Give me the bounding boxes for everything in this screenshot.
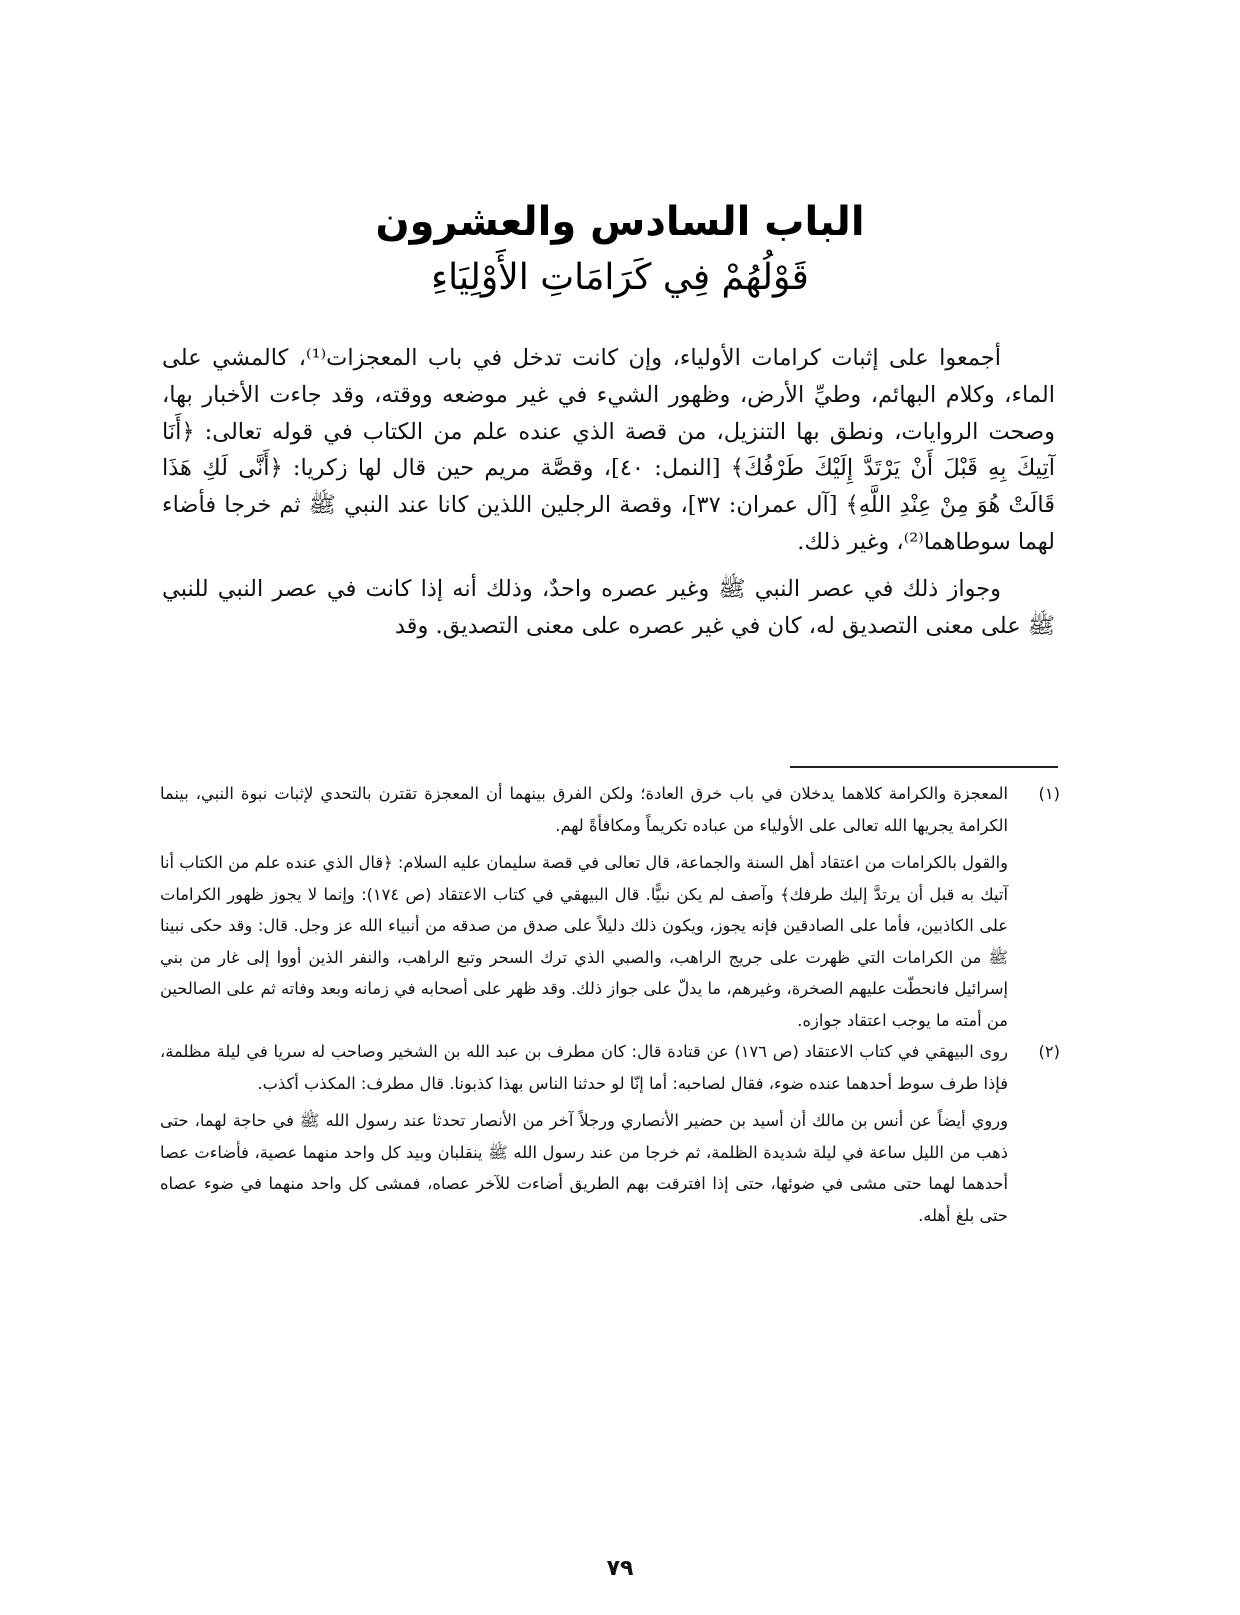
- footnote-paragraph: وروي أيضاً عن أنس بن مالك أن أسيد بن حضير الأنصاري ورجلاً آخر من الأنصار تحدثا عند رسول الله ﷺ في حاجة لهما، حتى ذهب من الليل ساعة في ليلة شديدة الظلمة، ثم خرجا من عند رسول الله ﷺ ينقلبان وبيد كل واحد منهما عصية، فأضاءت عصا أحدهما لهما حتى مشى في ضوئها، حتى إذا افترقت بهم الطريق أضاءت للآخر عصاه، فمشى كل واحد منهما في ضوء عصاه حتى بلغ أهله.: [160, 1111, 1008, 1225]
- footnote-text: روى البيهقي في كتاب الاعتقاد (ص ١٧٦) عن قتادة قال: كان مطرف بن عبد الله بن الشخير وصاحب له سريا في ليلة مظلمة، فإذا طرف سوط أحدهما عنده ضوء، فقال لصاحبه: أما إنّا لو حدثنا الناس بهذا كذبونا. قال مطرف: المكذب أكذب.: [160, 1042, 1008, 1093]
- chapter-subtitle: قَوْلُهُمْ فِي كَرَامَاتِ الأَوْلِيَاءِ: [431, 257, 809, 298]
- footnote-marker: (١): [1038, 784, 1060, 803]
- footnote-marker: (٢): [1038, 1042, 1060, 1061]
- body-paragraph: أجمعوا على إثبات كرامات الأولياء، وإن كانت تدخل في باب المعجزات⁽¹⁾، كالمشي على الماء، وكلام البهائم، وطيِّ الأرض، وظهور الشيء في غير موضعه ووقته، وقد جاءت الأخبار بها، وصحت الروايات، ونطق بها التنزيل، من قصة الذي عنده علم من الكتاب في قوله تعالى: ﴿أَنَا آتِيكَ بِهِ قَبْلَ أَنْ يَرْتَدَّ إِلَيْكَ طَرْفُكَ﴾ [النمل: ٤٠]، وقصَّة مريم حين قال لها زكريا: ﴿أَنَّى لَكِ هَذَا قَالَتْ هُوَ مِنْ عِنْدِ اللَّهِ﴾ [آل عمران: ٣٧]، وقصة الرجلين اللذين كانا عند النبي ﷺ ثم خرجا فأضاء لهما سوطاهما⁽²⁾، وغير ذلك.: [162, 345, 1056, 555]
- footnote-paragraph: والقول بالكرامات من اعتقاد أهل السنة والجماعة، قال تعالى في قصة سليمان عليه السلام: ﴿قال الذي عنده علم من الكتاب أنا آتيك به قبل أن يرتدَّ إليك طرفك﴾ وآصف لم يكن نبيًّا. قال البيهقي في كتاب الاعتقاد (ص ١٧٤): وإنما لا يجوز ظهور الكرامات على الكاذبين، فأما على الصادقين فإنه يجوز، ويكون ذلك دليلاً على صدق من صدقه من أنبياء الله عز وجل. قال: وقد حكى نبينا ﷺ من الكرامات التي ظهرت على جريج الراهب، والصبي الذي ترك السحر وتبع الراهب، والنفر الذين أووا إلى غار من بني إسرائيل فانحطّت عليهم الصخرة، وغيرهم، ما يدلّ على جواز ذلك. وقد ظهر على أصحابه في زمانه وبعد وفاته ثم على الصالحين من أمته ما يوجب اعتقاد جوازه.: [160, 853, 1008, 1030]
- body-paragraph: وجواز ذلك في عصر النبي ﷺ وغير عصره واحدٌ، وذلك أنه إذا كانت في عصر النبي للنبي ﷺ على معنى التصديق له، كان في غير عصره على معنى التصديق. وقد: [162, 575, 1055, 639]
- footnote-separator: [790, 766, 1058, 768]
- footnote-text: المعجزة والكرامة كلاهما يدخلان في باب خرق العادة؛ ولكن الفرق بينهما أن المعجزة تقترن بالتحدي لإثبات نبوة النبي، بينما الكرامة يجريها الله تعالى على الأولياء من عباده تكريماً ومكافأةً لهم.: [160, 784, 1008, 835]
- chapter-title: الباب السادس والعشرون: [375, 199, 865, 245]
- footnote: [160, 778, 1060, 841]
- footnotes: [160, 778, 1060, 1231]
- main-text: [162, 340, 1055, 644]
- page-number: ٧٩: [606, 1556, 634, 1581]
- footnote: [160, 1036, 1060, 1099]
